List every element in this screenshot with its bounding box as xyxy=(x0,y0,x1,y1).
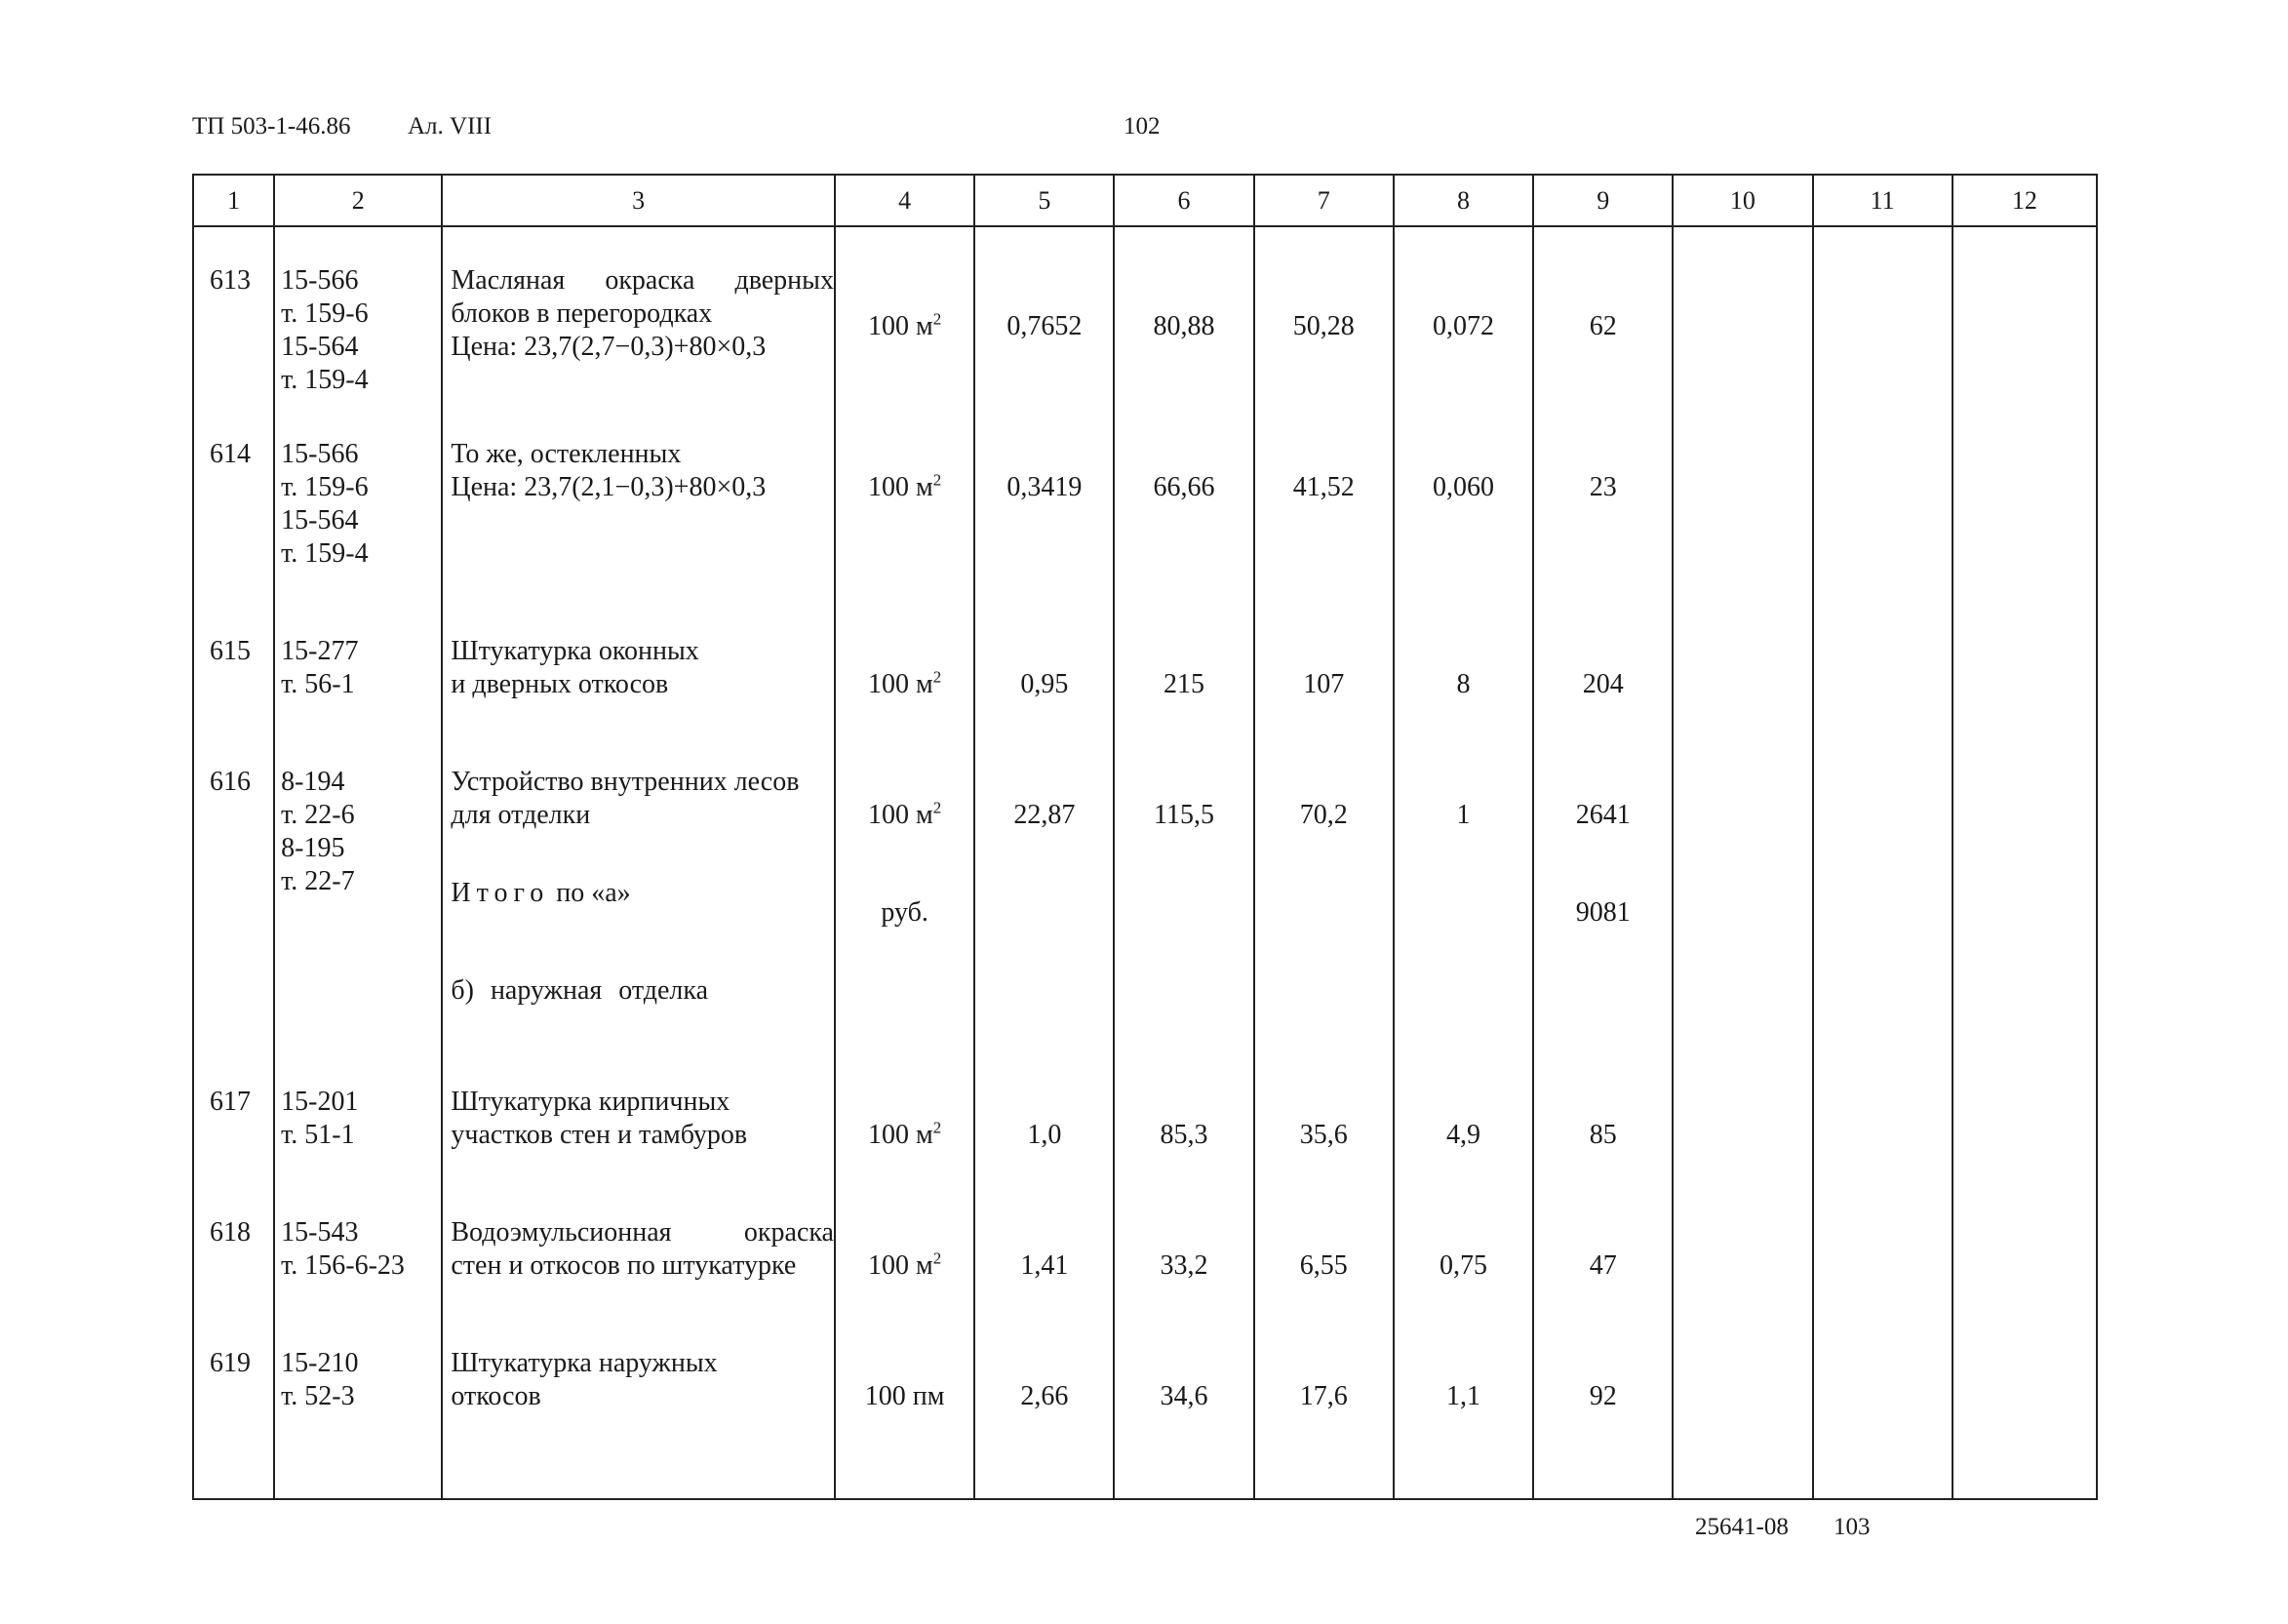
quantity: 1,0 xyxy=(974,1074,1114,1205)
table-row xyxy=(193,1074,2097,1205)
table-row xyxy=(193,623,2097,754)
code-line: т. 56-1 xyxy=(281,669,355,699)
value-col9: 47 xyxy=(1533,1205,1673,1335)
col-header: 10 xyxy=(1673,175,1812,226)
norm-code xyxy=(274,754,442,1074)
code-line: 15-566 xyxy=(281,265,359,296)
desc-line: Штукатурка кирпичных xyxy=(451,1087,730,1117)
code-line: т. 159-6 xyxy=(281,472,369,502)
col-header: 6 xyxy=(1114,175,1253,226)
code-line: т. 159-4 xyxy=(281,365,369,395)
table-row xyxy=(193,426,2097,623)
desc-line: Штукатурка наружных xyxy=(451,1348,718,1378)
row-number: 616 xyxy=(193,754,274,1074)
desc-line: Устройство внутренних лесов xyxy=(451,767,800,797)
table-row xyxy=(193,1335,2097,1499)
col-header: 12 xyxy=(1953,175,2097,226)
row-number: 619 xyxy=(193,1335,274,1499)
code-line: т. 159-6 xyxy=(281,298,369,329)
value-col6: 115,5 xyxy=(1114,754,1253,1074)
value-col8: 0,060 xyxy=(1394,426,1533,623)
desc-line: Цена: 23,7(2,7−0,3)+80×0,3 xyxy=(451,332,767,362)
total-unit: руб. xyxy=(881,897,928,928)
value-col7: 6,55 xyxy=(1254,1205,1394,1335)
desc-line: Штукатурка оконных xyxy=(451,636,699,666)
code-line: 15-564 xyxy=(281,332,359,362)
desc-line: откосов xyxy=(451,1381,541,1411)
value-col7: 107 xyxy=(1254,623,1394,754)
norm-code xyxy=(274,226,442,426)
code-line: 15-543 xyxy=(281,1217,359,1248)
value-col7: 70,2 xyxy=(1254,754,1394,1074)
work-description xyxy=(442,623,835,754)
quantity: 22,87 xyxy=(974,754,1114,1074)
page-number: 102 xyxy=(1124,113,1161,139)
value-col8: 1 xyxy=(1394,754,1533,1074)
code-line: т. 22-6 xyxy=(281,800,355,830)
col-header: 7 xyxy=(1254,175,1394,226)
norm-code xyxy=(274,1074,442,1205)
total-value: 9081 xyxy=(1575,897,1631,928)
value-col9: 204 xyxy=(1533,623,1673,754)
col-header: 11 xyxy=(1813,175,1953,226)
value-col9: 23 xyxy=(1533,426,1673,623)
quantity: 1,41 xyxy=(974,1205,1114,1335)
quantity: 0,95 xyxy=(974,623,1114,754)
unit: 100 $м^2$ xyxy=(835,1074,974,1205)
unit: 100 пм xyxy=(835,1335,974,1499)
unit: 100 $м^2$ xyxy=(835,226,974,426)
value-col7: 50,28 xyxy=(1254,226,1394,426)
code-line: 15-277 xyxy=(281,636,359,666)
value-col9: 92 xyxy=(1533,1335,1673,1499)
table-row xyxy=(193,1205,2097,1335)
desc-line: участков стен и тамбуров xyxy=(451,1120,748,1150)
desc-line: То же, остекленных xyxy=(451,439,682,469)
code-line: 15-566 xyxy=(281,439,359,469)
value-col6: 215 xyxy=(1114,623,1253,754)
col-header: 9 xyxy=(1533,175,1673,226)
work-description xyxy=(442,1335,835,1499)
value-col8: 4,9 xyxy=(1394,1074,1533,1205)
total-label: Итого по «а» xyxy=(451,878,631,908)
row-number: 615 xyxy=(193,623,274,754)
code-line: т. 22-7 xyxy=(281,866,355,896)
col-header: 1 xyxy=(193,175,274,226)
desc-line: стен и откосов по штукатурке xyxy=(451,1250,797,1281)
desc-line: для отделки xyxy=(451,800,591,830)
quantity: 0,3419 xyxy=(974,426,1114,623)
value-col8: 8 xyxy=(1394,623,1533,754)
table-row xyxy=(193,226,2097,426)
table-row xyxy=(193,754,2097,1074)
value-col9: 2641 9081 xyxy=(1533,754,1673,1074)
value-col6: 85,3 xyxy=(1114,1074,1253,1205)
album-number: Ал. VIII xyxy=(408,113,493,139)
desc-line: Водоэмульсионная окраска xyxy=(451,1217,834,1248)
footer-page-number: 103 xyxy=(1834,1514,1871,1540)
norm-code xyxy=(274,1205,442,1335)
document-code: ТП 503-1-46.86 xyxy=(192,113,351,139)
value-col7: 17,6 xyxy=(1254,1335,1394,1499)
estimate-table xyxy=(192,174,2098,1500)
quantity: 2,66 xyxy=(974,1335,1114,1499)
work-description xyxy=(442,1074,835,1205)
col-header: 5 xyxy=(974,175,1114,226)
col-header: 8 xyxy=(1394,175,1533,226)
code-line: 15-201 xyxy=(281,1087,359,1117)
column-number-row xyxy=(193,175,2097,226)
norm-code xyxy=(274,426,442,623)
row-number: 614 xyxy=(193,426,274,623)
code-line: т. 159-4 xyxy=(281,538,369,569)
row-number: 613 xyxy=(193,226,274,426)
norm-code xyxy=(274,623,442,754)
code-line: 15-210 xyxy=(281,1348,359,1378)
work-description xyxy=(442,426,835,623)
value-col6: 33,2 xyxy=(1114,1205,1253,1335)
value-col6: 66,66 xyxy=(1114,426,1253,623)
code-line: 8-194 xyxy=(281,767,345,797)
code-line: т. 51-1 xyxy=(281,1120,355,1150)
unit: 100 $м^2$ xyxy=(835,1205,974,1335)
norm-code xyxy=(274,1335,442,1499)
code-line: 15-564 xyxy=(281,505,359,535)
col-header: 4 xyxy=(835,175,974,226)
work-description xyxy=(442,226,835,426)
work-description xyxy=(442,754,835,1074)
code-line: 8-195 xyxy=(281,833,345,863)
desc-line: блоков в перегородках xyxy=(451,298,713,329)
code-line: т. 52-3 xyxy=(281,1381,355,1411)
value-col7: 41,52 xyxy=(1254,426,1394,623)
value-col8: 1,1 xyxy=(1394,1335,1533,1499)
unit: 100 $м^2$ руб. xyxy=(835,754,974,1074)
value-col9: 62 xyxy=(1533,226,1673,426)
value-col6: 80,88 xyxy=(1114,226,1253,426)
value-col7: 35,6 xyxy=(1254,1074,1394,1205)
value-col8: 0,75 xyxy=(1394,1205,1533,1335)
section-title: б) наружная отделка xyxy=(451,975,709,1006)
quantity: 0,7652 xyxy=(974,226,1114,426)
value-col9: 85 xyxy=(1533,1074,1673,1205)
unit: 100 $м^2$ xyxy=(835,623,974,754)
work-description xyxy=(442,1205,835,1335)
row-number: 617 xyxy=(193,1074,274,1205)
footer-code: 25641-08 xyxy=(1695,1514,1789,1540)
unit: 100 $м^2$ xyxy=(835,426,974,623)
desc-line: и дверных откосов xyxy=(451,669,669,699)
desc-line: Цена: 23,7(2,1−0,3)+80×0,3 xyxy=(451,472,767,502)
col-header: 3 xyxy=(442,175,835,226)
col-header: 2 xyxy=(274,175,442,226)
row-number: 618 xyxy=(193,1205,274,1335)
value-col6: 34,6 xyxy=(1114,1335,1253,1499)
desc-line: Масляная окраска дверных xyxy=(451,265,834,296)
value-col8: 0,072 xyxy=(1394,226,1533,426)
code-line: т. 156-6-23 xyxy=(281,1250,405,1281)
